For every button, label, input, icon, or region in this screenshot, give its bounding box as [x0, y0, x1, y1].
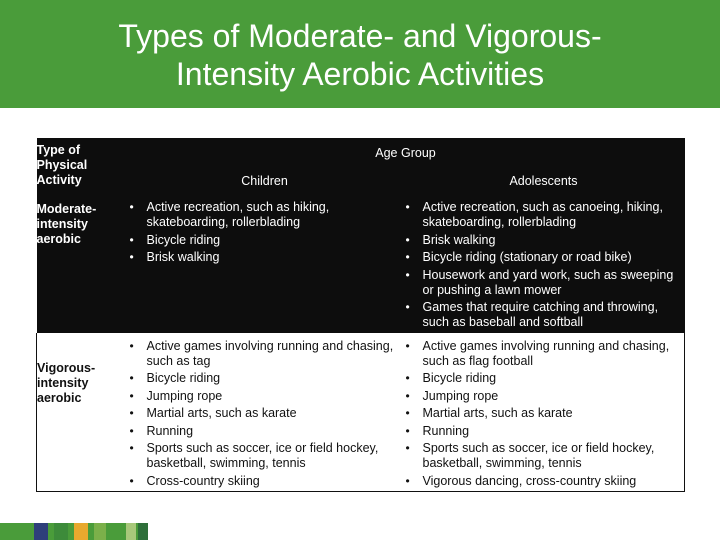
list-item-text: Vigorous dancing, cross-country skiing: [422, 473, 637, 488]
title-bar: [0, 0, 720, 108]
list-item-text: Martial arts, such as karate: [422, 406, 573, 420]
list-item: [127, 441, 403, 471]
list-item-text: Running: [146, 423, 194, 438]
list-item-text: Brisk walking: [422, 232, 496, 247]
list-item-text: Active recreation, such as canoeing, hiking, skateboarding, rollerblading: [422, 200, 663, 229]
table-row-moderate: [37, 194, 685, 333]
bullet-icon: •: [129, 388, 134, 403]
bullet-icon: •: [405, 371, 410, 385]
bullet-icon: •: [405, 406, 410, 420]
row-label: Moderate-intensity aerobic: [37, 194, 127, 333]
bullet-icon: •: [405, 423, 410, 438]
list-item-text: Brisk walking: [146, 250, 220, 264]
bullet-icon: •: [129, 250, 134, 264]
bullet-icon: •: [405, 388, 410, 403]
list-item-text: Jumping rope: [422, 388, 499, 403]
list-item-text: Bicycle riding: [146, 232, 221, 247]
bullet-icon: •: [405, 232, 410, 247]
footer-color-block: [126, 523, 136, 540]
list-item: [127, 406, 403, 421]
bullet-icon: •: [405, 300, 410, 314]
list-item: [403, 250, 685, 265]
list-item: [403, 300, 685, 330]
adolescents-header: Adolescents: [509, 174, 578, 188]
list-item: [403, 339, 685, 369]
bullet-icon: •: [405, 338, 410, 353]
bullet-icon: •: [405, 267, 410, 282]
list-item-text: Bicycle riding: [146, 371, 221, 385]
age-group-header: Age Group: [375, 146, 436, 160]
table-row-vigorous: [37, 333, 685, 492]
table-header-row: [37, 138, 685, 168]
list-item-text: Bicycle riding (stationary or road bike): [422, 250, 632, 264]
footer-color-block: [34, 523, 48, 540]
list-item: [403, 424, 685, 439]
bullet-icon: •: [129, 423, 134, 438]
list-item: [127, 424, 403, 439]
bullet-icon: •: [129, 232, 134, 247]
list-item: [127, 200, 403, 230]
bullet-icon: •: [129, 200, 134, 214]
list-item: [403, 441, 685, 471]
list-item-text: Cross-country skiing: [146, 473, 260, 488]
list-item-text: Sports such as soccer, ice or field hockey, basketball, swimming, tennis: [146, 441, 379, 470]
footer-color-block: [54, 523, 68, 540]
list-item-text: Active games involving running and chasing, such as flag football: [422, 338, 670, 368]
list-item: [403, 268, 685, 298]
list-item-text: Active recreation, such as hiking, skateboarding, rollerblading: [146, 200, 330, 229]
list-item: [127, 474, 403, 489]
list-item: [403, 371, 685, 386]
slide-title-line-1: Types of Moderate- and Vigorous-: [118, 18, 602, 54]
list-item-text: Housework and yard work, such as sweeping or pushing a lawn mower: [422, 267, 674, 297]
list-item-text: Games that require catching and throwing, such as baseball and softball: [422, 300, 659, 329]
slide-title-line-2: Intensity Aerobic Activities: [175, 56, 545, 92]
bullet-icon: •: [405, 200, 410, 214]
list-item: [403, 474, 685, 489]
footer-color-block: [112, 523, 122, 540]
list-item-text: Running: [422, 423, 470, 438]
adolescents-list: [403, 339, 685, 489]
children-list: [127, 200, 403, 265]
footer-color-block: [74, 523, 88, 540]
footer-white-area: [148, 523, 720, 540]
list-item: [127, 389, 403, 404]
list-item-text: Jumping rope: [146, 388, 223, 403]
type-of-activity-header: Type of Physical Activity: [36, 143, 88, 187]
activity-table: [36, 138, 685, 492]
list-item-text: Sports such as soccer, ice or field hockey, basketball, swimming, tennis: [422, 441, 655, 470]
list-item-text: Active games involving running and chasing, such as tag: [146, 338, 394, 368]
list-item: [127, 233, 403, 248]
table-subheader-row: [37, 168, 685, 194]
footer-color-block: [94, 523, 106, 540]
bullet-icon: •: [405, 441, 410, 455]
bullet-icon: •: [129, 441, 134, 455]
bullet-icon: •: [405, 473, 410, 488]
bullet-icon: •: [129, 473, 134, 488]
children-list: [127, 339, 403, 489]
list-item: [127, 250, 403, 265]
list-item-text: Bicycle riding: [422, 371, 497, 385]
bullet-icon: •: [129, 338, 134, 353]
footer-color-block: [138, 523, 148, 540]
adolescents-list: [403, 200, 685, 330]
list-item: [403, 389, 685, 404]
bullet-icon: •: [129, 406, 134, 420]
list-item: [127, 339, 403, 369]
children-header: Children: [241, 174, 288, 188]
list-item-text: Martial arts, such as karate: [146, 406, 297, 420]
bullet-icon: •: [129, 371, 134, 385]
bullet-icon: •: [405, 250, 410, 264]
list-item: [403, 233, 685, 248]
list-item: [403, 200, 685, 230]
list-item: [127, 371, 403, 386]
list-item: [403, 406, 685, 421]
row-label: Vigorous-intensity aerobic: [37, 333, 127, 492]
